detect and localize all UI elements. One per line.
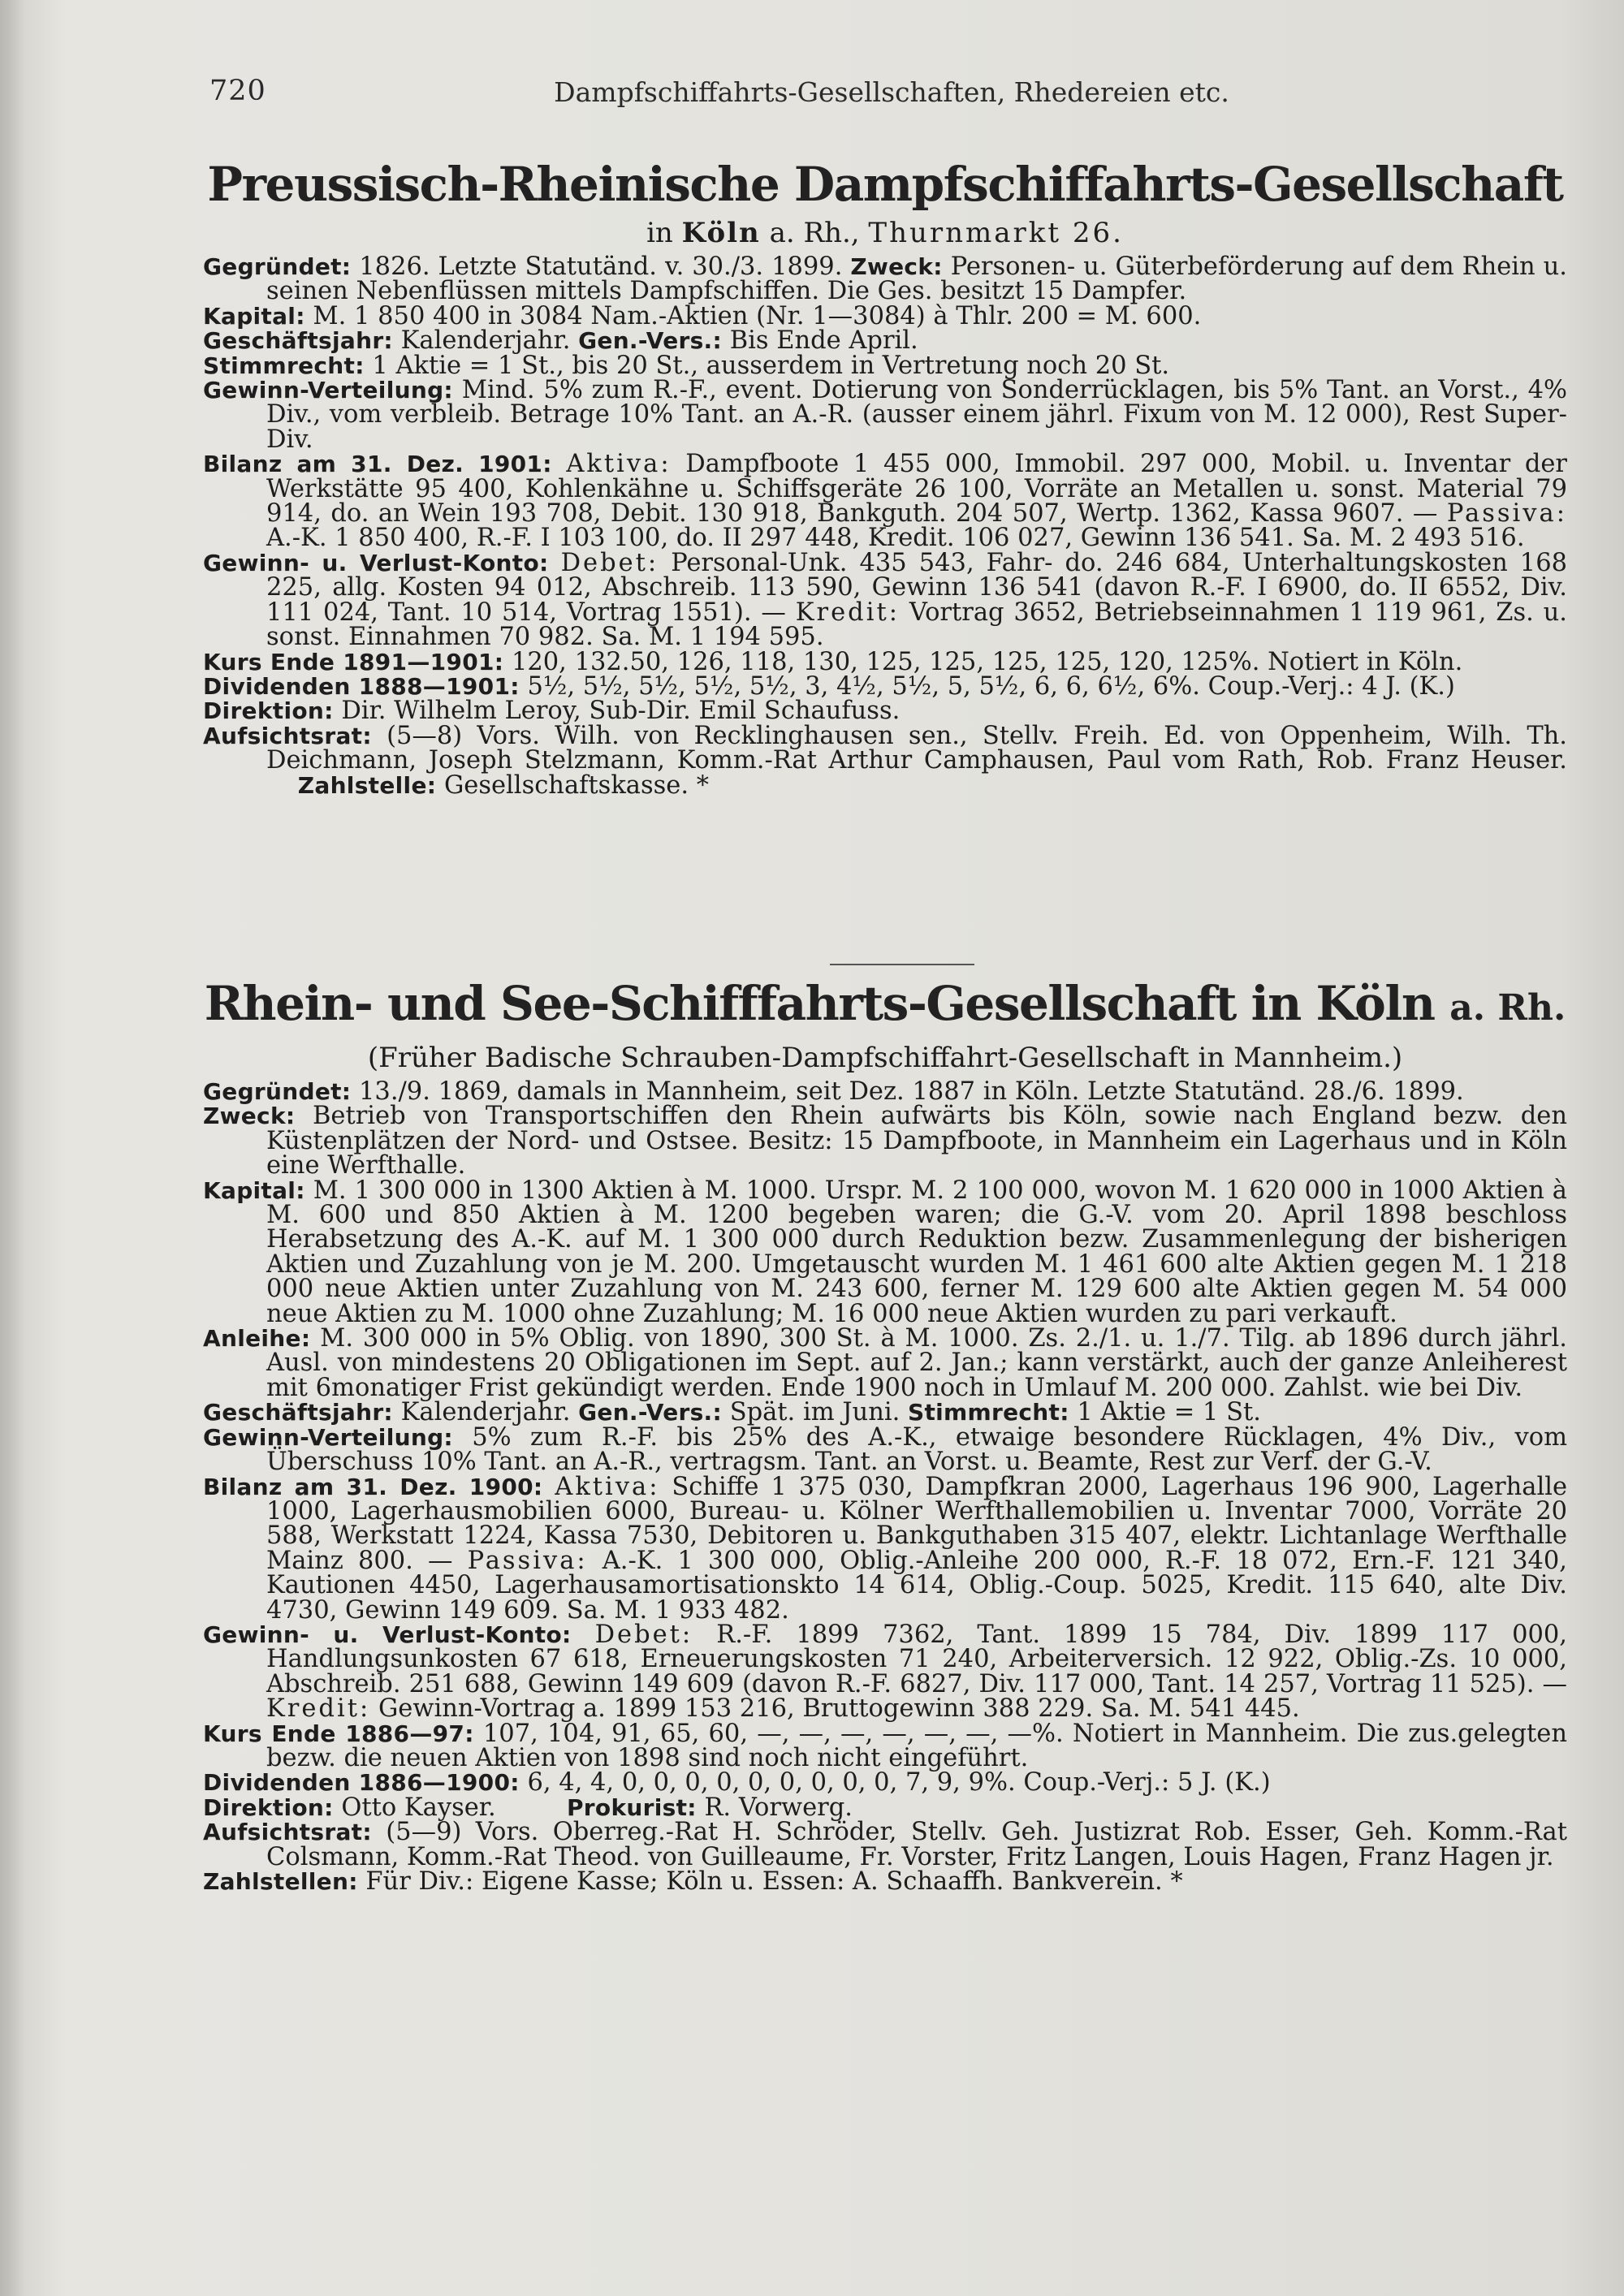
para-supervisory-board	[203, 1820, 1567, 1870]
text-paying-agent: Gesellschaftskasse. *	[443, 770, 709, 800]
entry-subtitle: (Früher Badische Schrauben-Dampfschiffahrt-Gesellschaft in Mannheim.)	[367, 1042, 1403, 1074]
label-balance-sheet: Bilanz am 31. Dez. 1900:	[203, 1473, 543, 1500]
text-management: Otto Kayser.	[341, 1793, 496, 1822]
text-supervisory-board: (5—9) Vors. Oberreg.-Rat H. Schröder, Stellv. Geh. Justizrat Rob. Esser, Geh. Komm.-Rat Colsmann, Komm.-Rat Theod. von Guilleaume, Fr. Vorster, Fritz Langen, Louis Hagen, Franz Hagen jr.	[266, 1818, 1567, 1871]
text-capital: M. 1 300 000 in 1300 Aktien à M. 1000. Urspr. M. 2 100 000, wovon M. 1 620 000 in 1000 Aktien à M. 600 und 850 Aktien à M. 1200 begeben waren; die G.-V. vom 20. April 1898 beschloss Herabsetzung des A.-K. auf M. 1 300 000 durch Reduktion bezw. Zusammenlegung der bisherigen Aktien und Zuzahlung von je M. 200. Umgetauscht wurden M. 1 461 600 alte Aktien gegen M. 1 218 000 neue Aktien unter Zuzahlung von M. 243 600, ferner M. 129 600 alte Aktien gegen M. 54 000 neue Aktien zu M. 1000 ohne Zuzahlung; M. 16 000 neue Aktien wurden zu pari verkauft.	[266, 1176, 1567, 1328]
para-management	[203, 1793, 1567, 1822]
label-capital: Kapital:	[203, 1176, 305, 1204]
label-fiscal-year: Geschäftsjahr:	[203, 1399, 393, 1426]
para-founded	[203, 1077, 1567, 1106]
para-profit-loss	[203, 548, 1568, 652]
para-supervisory-board	[203, 721, 1567, 800]
text-credit: Gewinn-Vortrag a. 1899 153 216, Bruttogewinn 388 229. Sa. M. 541 445.	[378, 1694, 1300, 1724]
label-founded: Gegründet:	[203, 1078, 352, 1105]
running-header	[209, 75, 1574, 123]
para-profit-loss	[203, 1620, 1567, 1724]
para-dividends	[203, 671, 1567, 701]
label-credit: Kredit:	[266, 1694, 371, 1724]
text-founded: 13./9. 1869, damals in Mannheim, seit Dez. 1887 in Köln. Letzte Statutänd. 28./6. 1899.	[359, 1077, 1464, 1106]
address-in: in	[646, 217, 673, 249]
label-procurator: Prokurist:	[566, 1793, 697, 1821]
entry-title	[203, 973, 1567, 1039]
para-profit-distribution	[203, 378, 1567, 452]
company-entry-preussisch-rheinische	[203, 154, 1567, 798]
label-profit-loss: Gewinn- u. Verlust-Konto:	[203, 1621, 572, 1648]
label-assets: Aktiva:	[566, 450, 672, 479]
label-purpose: Zweck:	[203, 1103, 296, 1130]
text-debit: Personal-Unk. 435 543, Fahr- do. 246 684, Unterhaltungskosten 168 225, allg. Kosten 94 012, Abschreib. 113 590, Gewinn 136 541 (davon R.-F. I 6900, do. II 6552, Div. 111 024, Tant. 10 514, Vortrag 1551). —	[266, 548, 1568, 627]
text-dividends: 5½, 5½, 5½, 5½, 5½, 3, 4½, 5½, 5, 5½, 6, 6, 6½, 6%. Coup.-Verj.: 4 J. (K.)	[527, 671, 1455, 701]
entry-body	[203, 1077, 1568, 1896]
text-founded: 1826. Letzte Statutänd. v. 30./3. 1899.	[359, 252, 843, 281]
label-debit: Debet:	[594, 1620, 693, 1649]
para-balance-sheet	[203, 1472, 1568, 1625]
label-supervisory-board: Aufsichtsrat:	[203, 722, 372, 749]
text-fiscal-year: Kalenderjahr.	[400, 1398, 571, 1427]
text-management: Dir. Wilhelm Leroy, Sub-Dir. Emil Schaufuss.	[341, 697, 901, 726]
label-liabilities: Passiva:	[1446, 499, 1567, 529]
entry-title: Preussisch-Rheinische Dampfschiffahrts-Gesellschaft	[207, 157, 1563, 212]
label-general-meeting: Gen.-Vers.:	[578, 1399, 722, 1426]
label-management: Direktion:	[203, 697, 334, 725]
label-debit: Debet:	[560, 548, 659, 577]
company-entry-rhein-und-see	[203, 973, 1567, 1894]
text-liabilities: A.-K. 1 300 000, Oblig.-Anleihe 200 000, R.-F. 18 072, Ern.-F. 121 340, Kautionen 4450, Lagerhausamortisationskto 14 614, Oblig.-Coup. 5025, Kredit. 115 640, alte Div. 4730, Gewinn 149 609. Sa. M. 1 933 482.	[266, 1546, 1567, 1625]
entry-title-place: a. Rh.	[1449, 987, 1566, 1029]
text-assets: Dampfboote 1 455 000, Immobil. 297 000, Mobil. u. Inventar der Werkstätte 95 400, Kohlenkähne u. Schiffsgeräte 26 100, Vorräte an Metallen u. sonst. Material 79 914, do. an Wein 193 708, Debit. 130 918, Bankguth. 204 507, Wertp. 1362, Kassa 9607. —	[266, 450, 1567, 529]
label-liabilities: Passiva:	[467, 1546, 588, 1575]
label-general-meeting: Gen.-Vers.:	[578, 327, 722, 355]
text-credit: Vortrag 3652, Betriebseinnahmen 1 119 961, Zs. u. sonst. Einnahmen 70 982. Sa. M. 1 194 595.	[266, 598, 1567, 652]
label-balance-sheet: Bilanz am 31. Dez. 1901:	[203, 451, 552, 478]
para-fiscal-year	[203, 1400, 1567, 1425]
label-fiscal-year: Geschäftsjahr:	[203, 327, 393, 355]
page-edge-shadow	[0, 0, 24, 2296]
label-profit-distribution: Gewinn-Verteilung:	[203, 377, 453, 404]
text-general-meeting: Bis Ende April.	[729, 326, 918, 356]
label-share-price: Kurs Ende 1886—97:	[203, 1720, 474, 1747]
para-capital	[203, 301, 1567, 330]
text-supervisory-board: (5—8) Vors. Wilh. von Recklinghausen sen., Stellv. Freih. Ed. von Oppenheim, Wilh. Th. Deichmann, Joseph Stelzmann, Komm.-Rat Arthur Camphausen, Paul vom Rath, Rob. Franz Heuser.	[266, 721, 1567, 775]
label-share-price: Kurs Ende 1891—1901:	[203, 648, 504, 675]
text-voting-right: 1 Aktie = 1 St., bis 20 St., ausserdem in Vertretung noch 20 St.	[372, 351, 1170, 380]
text-voting-right: 1 Aktie = 1 St.	[1077, 1398, 1261, 1427]
running-title: Dampfschiffahrts-Gesellschaften, Rhedereien etc.	[554, 76, 1229, 108]
label-paying-agents: Zahlstellen:	[203, 1868, 358, 1895]
label-purpose: Zweck:	[850, 253, 943, 280]
para-share-price	[203, 647, 1567, 676]
label-dividends: Dividenden 1886—1900:	[203, 1769, 520, 1797]
label-assets: Aktiva:	[555, 1472, 660, 1501]
para-founded	[203, 252, 1567, 306]
entry-body	[203, 252, 1568, 800]
text-loan: M. 300 000 in 5% Oblig. von 1890, 300 St. à M. 1000. Zs. 2./1. u. 1./7. Tilg. ab 1896 durch jährl. Ausl. von mindestens 20 Obligationen im Sept. auf 2. Jan.; kann verstärkt, auch der ganze Anleiherest mit 6monatiger Frist gekündigt werden. Ende 1900 noch in Umlauf M. 200 000. Zahlst. wie bei Div.	[266, 1324, 1568, 1402]
para-management	[203, 697, 1567, 726]
address-street: Thurnmarkt 26.	[868, 217, 1124, 249]
para-paying-agents	[203, 1867, 1567, 1896]
label-paying-agent: Zahlstelle:	[297, 771, 437, 799]
text-purpose: Personen- u. Güterbeförderung auf dem Rhein u. seinen Nebenflüssen mittels Dampfschiffen. Die Ges. besitzt 15 Dampfer.	[266, 252, 1567, 306]
text-procurator: R. Vorwerg.	[704, 1793, 853, 1822]
label-capital: Kapital:	[203, 302, 305, 330]
label-voting-right: Stimmrecht:	[908, 1399, 1069, 1426]
para-loan	[203, 1324, 1568, 1402]
entry-title-text: Rhein- und See-Schifffahrts-Gesellschaft in Köln	[204, 976, 1435, 1031]
text-purpose: Betrieb von Transportschiffen den Rhein aufwärts bis Köln, sowie nach England bezw. den Küstenplätzen der Nord- und Ostsee. Besitz: 15 Dampfboote, in Mannheim ein Lagerhaus und in Köln eine Werfthalle.	[266, 1102, 1568, 1180]
entry-divider	[830, 964, 974, 965]
label-management: Direktion:	[203, 1793, 334, 1821]
text-share-price: 120, 132.50, 126, 118, 130, 125, 125, 125, 125, 120, 125%. Notiert in Köln.	[511, 647, 1463, 676]
label-dividends: Dividenden 1888—1901:	[203, 672, 520, 700]
text-paying-agents: Für Div.: Eigene Kasse; Köln u. Essen: A. Schaaffh. Bankverein. *	[365, 1867, 1183, 1896]
label-credit: Kredit:	[795, 598, 900, 627]
para-fiscal-year	[203, 326, 1567, 356]
label-supervisory-board: Aufsichtsrat:	[203, 1819, 372, 1846]
para-profit-distribution	[203, 1422, 1567, 1477]
label-profit-loss: Gewinn- u. Verlust-Konto:	[203, 549, 549, 576]
text-assets: Schiffe 1 375 030, Dampfkran 2000, Lagerhaus 196 900, Lagerhalle 1000, Lagerhausmobilien 6000, Bureau- u. Kölner Werfthallemobilien u. Inventar 7000, Vorräte 20 588, Werkstatt 1224, Kassa 7530, Debitoren u. Bankguthaben 315 407, elektr. Lichtanlage Werfthalle Mainz 800. —	[266, 1472, 1568, 1575]
entry-address	[203, 214, 1567, 252]
text-debit: R.-F. 1899 7362, Tant. 1899 15 784, Div. 1899 117 000, Handlungsunkosten 67 618, Erneuerungskosten 71 240, Arbeiterversich. 12 922, Oblig.-Zs. 10 000, Abschreib. 251 688, Gewinn 149 609 (davon R.-F. 6827, Div. 117 000, Tant. 14 257, Vortrag 11 525). —	[266, 1620, 1567, 1698]
para-voting-right	[203, 351, 1567, 380]
para-capital	[203, 1176, 1567, 1328]
text-capital: M. 1 850 400 in 3084 Nam.-Aktien (Nr. 1—3084) à Thlr. 200 = M. 600.	[313, 301, 1202, 330]
label-profit-distribution: Gewinn-Verteilung:	[203, 1423, 453, 1451]
label-founded: Gegründet:	[203, 253, 352, 280]
para-dividends	[203, 1768, 1567, 1798]
label-loan: Anleihe:	[203, 1325, 311, 1353]
text-share-price: 107, 104, 91, 65, 60, —, —, —, —, —, —, —%. Notiert in Mannheim. Die zus.gelegten bezw. die neuen Aktien von 1898 sind noch nicht eingeführt.	[266, 1719, 1567, 1772]
label-voting-right: Stimmrecht:	[203, 352, 365, 379]
text-fiscal-year: Kalenderjahr.	[400, 326, 571, 356]
text-liabilities: A.-K. 1 850 400, R.-F. I 103 100, do. II 297 448, Kredit. 106 027, Gewinn 136 541. Sa. M. 2 493 516.	[266, 524, 1525, 553]
para-purpose	[203, 1104, 1567, 1178]
address-city: Köln	[681, 217, 761, 249]
page-number: 720	[209, 75, 266, 107]
text-general-meeting: Spät. im Juni.	[729, 1398, 901, 1427]
text-dividends: 6, 4, 4, 0, 0, 0, 0, 0, 0, 0, 0, 0, 7, 9, 9%. Coup.-Verj.: 5 J. (K.)	[527, 1768, 1271, 1798]
address-rest: a. Rh.,	[769, 217, 860, 249]
para-share-price	[203, 1719, 1567, 1772]
text-profit-distribution: 5% zum R.-F. bis 25% des A.-K., etwaige besondere Rücklagen, 4% Div., vom Überschuss 10% Tant. an A.-R., vertragsm. Tant. an Vorst. u. Beamte, Rest zur Verf. der G.-V.	[266, 1422, 1567, 1477]
text-profit-distribution: Mind. 5% zum R.-F., event. Dotierung von Sonderrücklagen, bis 5% Tant. an Vorst., 4% Div., vom verbleib. Betrage 10% Tant. an A.-R. (ausser einem jährl. Fixum von M. 12 000), Rest Super-Div.	[266, 376, 1567, 454]
para-balance-sheet	[203, 452, 1567, 551]
